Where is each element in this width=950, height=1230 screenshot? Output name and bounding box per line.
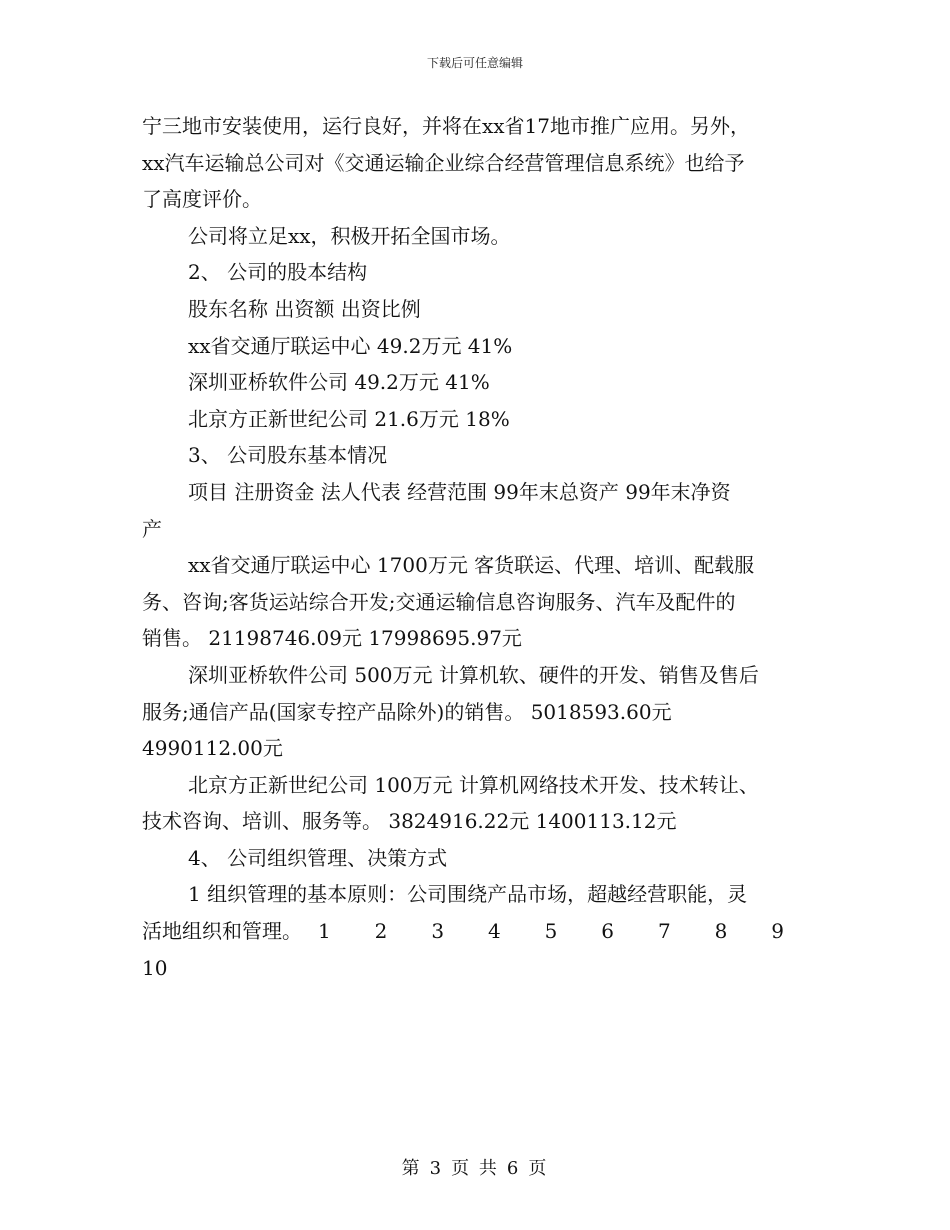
- numbered-line-text: 活地组织和管理。: [142, 919, 302, 944]
- text-line: 深圳亚桥软件公司 49.2万元 41%: [188, 370, 490, 395]
- text-line: 技术咨询、培训、服务等。 3824916.22元 1400113.12元: [142, 809, 677, 834]
- text-line: 深圳亚桥软件公司 500万元 计算机软、硬件的开发、销售及售后: [188, 662, 759, 687]
- section-heading: 3、 公司股东基本情况: [188, 443, 388, 468]
- section-heading: 4、 公司组织管理、决策方式: [188, 845, 448, 870]
- text-line: xx省交通厅联运中心 1700万元 客货联运、代理、培训、配载服: [188, 553, 755, 578]
- number-item: 5: [544, 919, 558, 944]
- footer-prefix: 第: [401, 1158, 422, 1179]
- page-header: 下载后可任意编辑: [426, 56, 523, 70]
- text-line: 1 组织管理的基本原则：公司围绕产品市场，超越经营职能，灵: [188, 882, 748, 907]
- page-number: 3: [429, 1158, 444, 1179]
- text-line: 宁三地市安装使用，运行良好，并将在xx省17地市推广应用。另外，: [142, 114, 751, 138]
- number-item: 2: [374, 919, 388, 944]
- text-line: 了高度评价。: [142, 187, 262, 212]
- text-line: 销售。 21198746.09元 17998695.97元: [142, 626, 522, 651]
- number-item: 1: [318, 919, 331, 944]
- numbered-line: [142, 913, 814, 950]
- text-line: 北京方正新世纪公司 100万元 计算机网络技术开发、技术转让、: [188, 772, 759, 797]
- text-line: 股东名称 出资额 出资比例: [188, 296, 421, 321]
- footer-suffix: 页: [528, 1158, 549, 1179]
- number-item: 7: [657, 919, 671, 944]
- text-line: 服务;通信产品(国家专控产品除外)的销售。 5018593.60元: [142, 699, 672, 724]
- number-sequence: [318, 913, 784, 950]
- number-item: 3: [431, 919, 445, 944]
- document-body: [142, 108, 814, 986]
- section-heading: 2、 公司的股本结构: [188, 260, 368, 285]
- number-item: 9: [771, 919, 784, 944]
- text-line: 公司将立足xx，积极开拓全国市场。: [188, 223, 511, 248]
- text-line: 4990112.00元: [142, 736, 283, 761]
- footer-middle: 页 共: [451, 1158, 499, 1179]
- text-line: xx省交通厅联运中心 49.2万元 41%: [188, 333, 513, 358]
- text-line: 10: [142, 955, 168, 980]
- number-item: 8: [714, 919, 728, 944]
- text-line: 产: [142, 516, 162, 541]
- text-line: 务、咨询;客货运站综合开发;交通运输信息咨询服务、汽车及配件的: [142, 589, 736, 614]
- text-line: 项目 注册资金 法人代表 经营范围 99年末总资产 99年末净资: [188, 479, 731, 504]
- text-line: xx汽车运输总公司对《交通运输企业综合经营管理信息系统》也给予: [142, 150, 745, 175]
- number-item: 4: [487, 919, 501, 944]
- page-total: 6: [506, 1158, 521, 1179]
- page-footer: [0, 1154, 950, 1180]
- number-item: 6: [601, 919, 615, 944]
- text-line: 北京方正新世纪公司 21.6万元 18%: [188, 406, 510, 431]
